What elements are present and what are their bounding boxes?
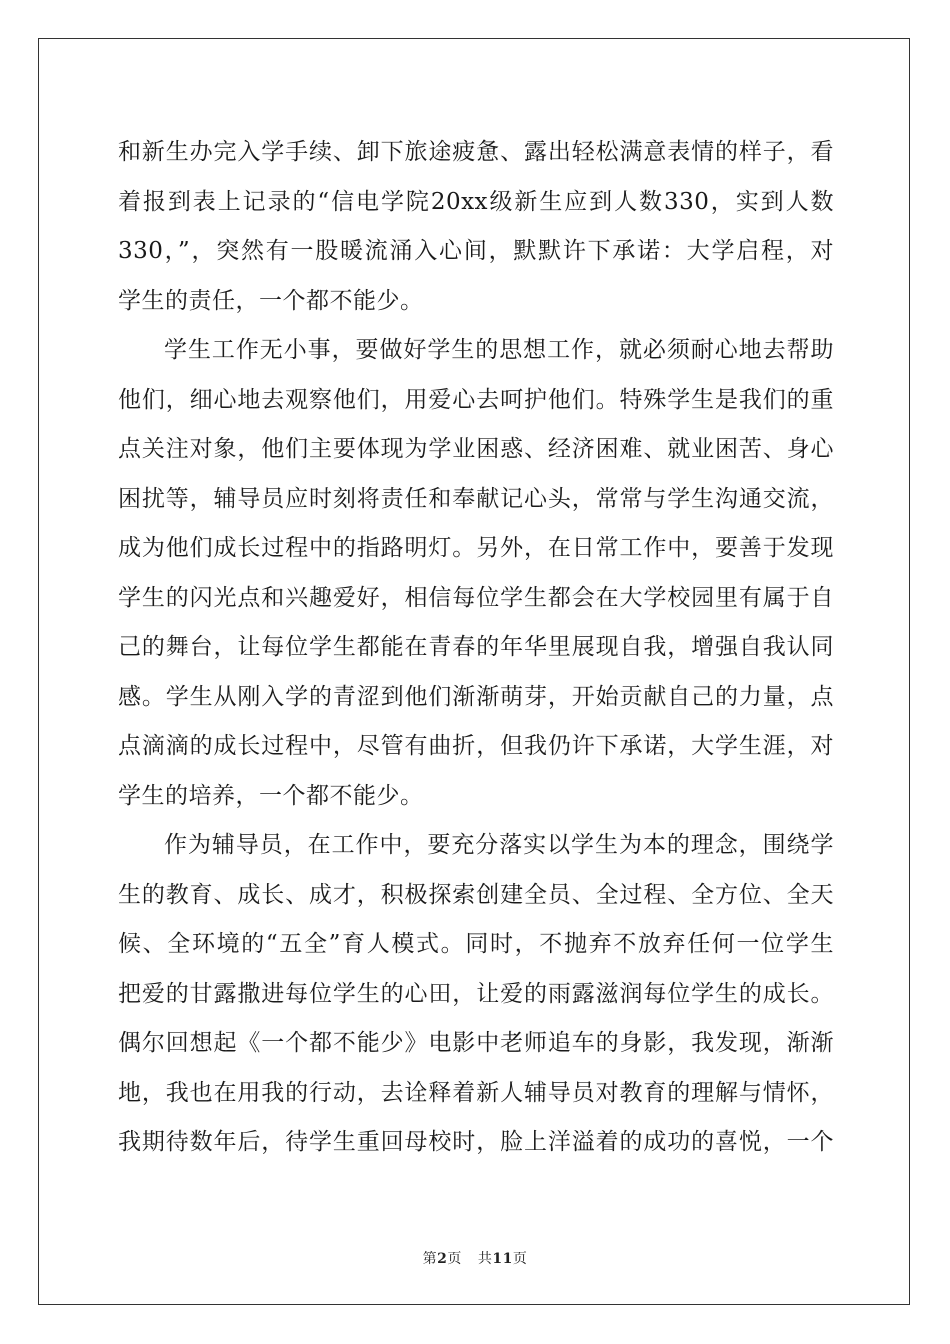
text-line: 学生的闪光点和兴趣爱好，相信每位学生都会在大学校园里有属于自 (118, 584, 834, 611)
text-line: 330，”，突然有一股暖流涌入心间，默默许下承诺：大学启程，对 (118, 238, 834, 264)
text-line: 学生的培养，一个都不能少。 (118, 782, 424, 809)
text-line: 着报到表上记录的“信电学院20xx级新生应到人数330，实到人数 (118, 188, 834, 215)
paragraph-first-line: 作为辅导员，在工作中，要充分落实以学生为本的理念，围绕学 (164, 832, 834, 858)
text-line: 学生的责任，一个都不能少。 (118, 287, 424, 314)
text-line: 成为他们成长过程中的指路明灯。另外，在日常工作中，要善于发现 (118, 535, 834, 561)
total-prefix: 共 (477, 1251, 493, 1267)
text-line: 把爱的甘露撒进每位学生的心田，让爱的雨露滋润每位学生的成长。 (118, 980, 834, 1007)
page-suffix: 页 (447, 1251, 462, 1267)
text-line: 和新生办完入学手续、卸下旅途疲惫、露出轻松满意表情的样子，看 (118, 139, 834, 165)
text-line: 偶尔回想起《一个都不能少》电影中老师追车的身影，我发现，渐渐 (118, 1030, 834, 1056)
paragraph-first-line: 学生工作无小事，要做好学生的思想工作，就必须耐心地去帮助 (164, 337, 834, 363)
page-footer (0, 1248, 950, 1268)
text-line: 点滴滴的成长过程中，尽管有曲折，但我仍许下承诺，大学生涯，对 (118, 733, 834, 759)
page-number: 2 (437, 1251, 448, 1267)
text-line: 候、全环境的“五全”育人模式。同时，不抛弃不放弃任何一位学生 (118, 931, 834, 957)
text-line: 点关注对象，他们主要体现为学业困惑、经济困难、就业困苦、身心 (118, 436, 834, 462)
text-line: 己的舞台，让每位学生都能在青春的年华里展现自我，增强自我认同 (118, 634, 834, 660)
text-line: 地，我也在用我的行动，去诠释着新人辅导员对教育的理解与情怀， (118, 1079, 834, 1106)
document-body (118, 128, 834, 1168)
total-pages: 11 (492, 1251, 513, 1267)
text-line: 生的教育、成长、成才，积极探索创建全员、全过程、全方位、全天 (118, 881, 834, 908)
text-line: 困扰等，辅导员应时刻将责任和奉献记心头，常常与学生沟通交流， (118, 485, 834, 512)
text-line: 我期待数年后，待学生重回母校时，脸上洋溢着的成功的喜悦，一个 (118, 1129, 834, 1155)
text-line: 感。学生从刚入学的青涩到他们渐渐萌芽，开始贡献自己的力量，点 (118, 683, 834, 710)
total-suffix: 页 (512, 1251, 528, 1267)
page-prefix: 第 (422, 1251, 438, 1267)
text-line: 他们，细心地去观察他们，用爱心去呵护他们。特殊学生是我们的重 (118, 386, 834, 413)
